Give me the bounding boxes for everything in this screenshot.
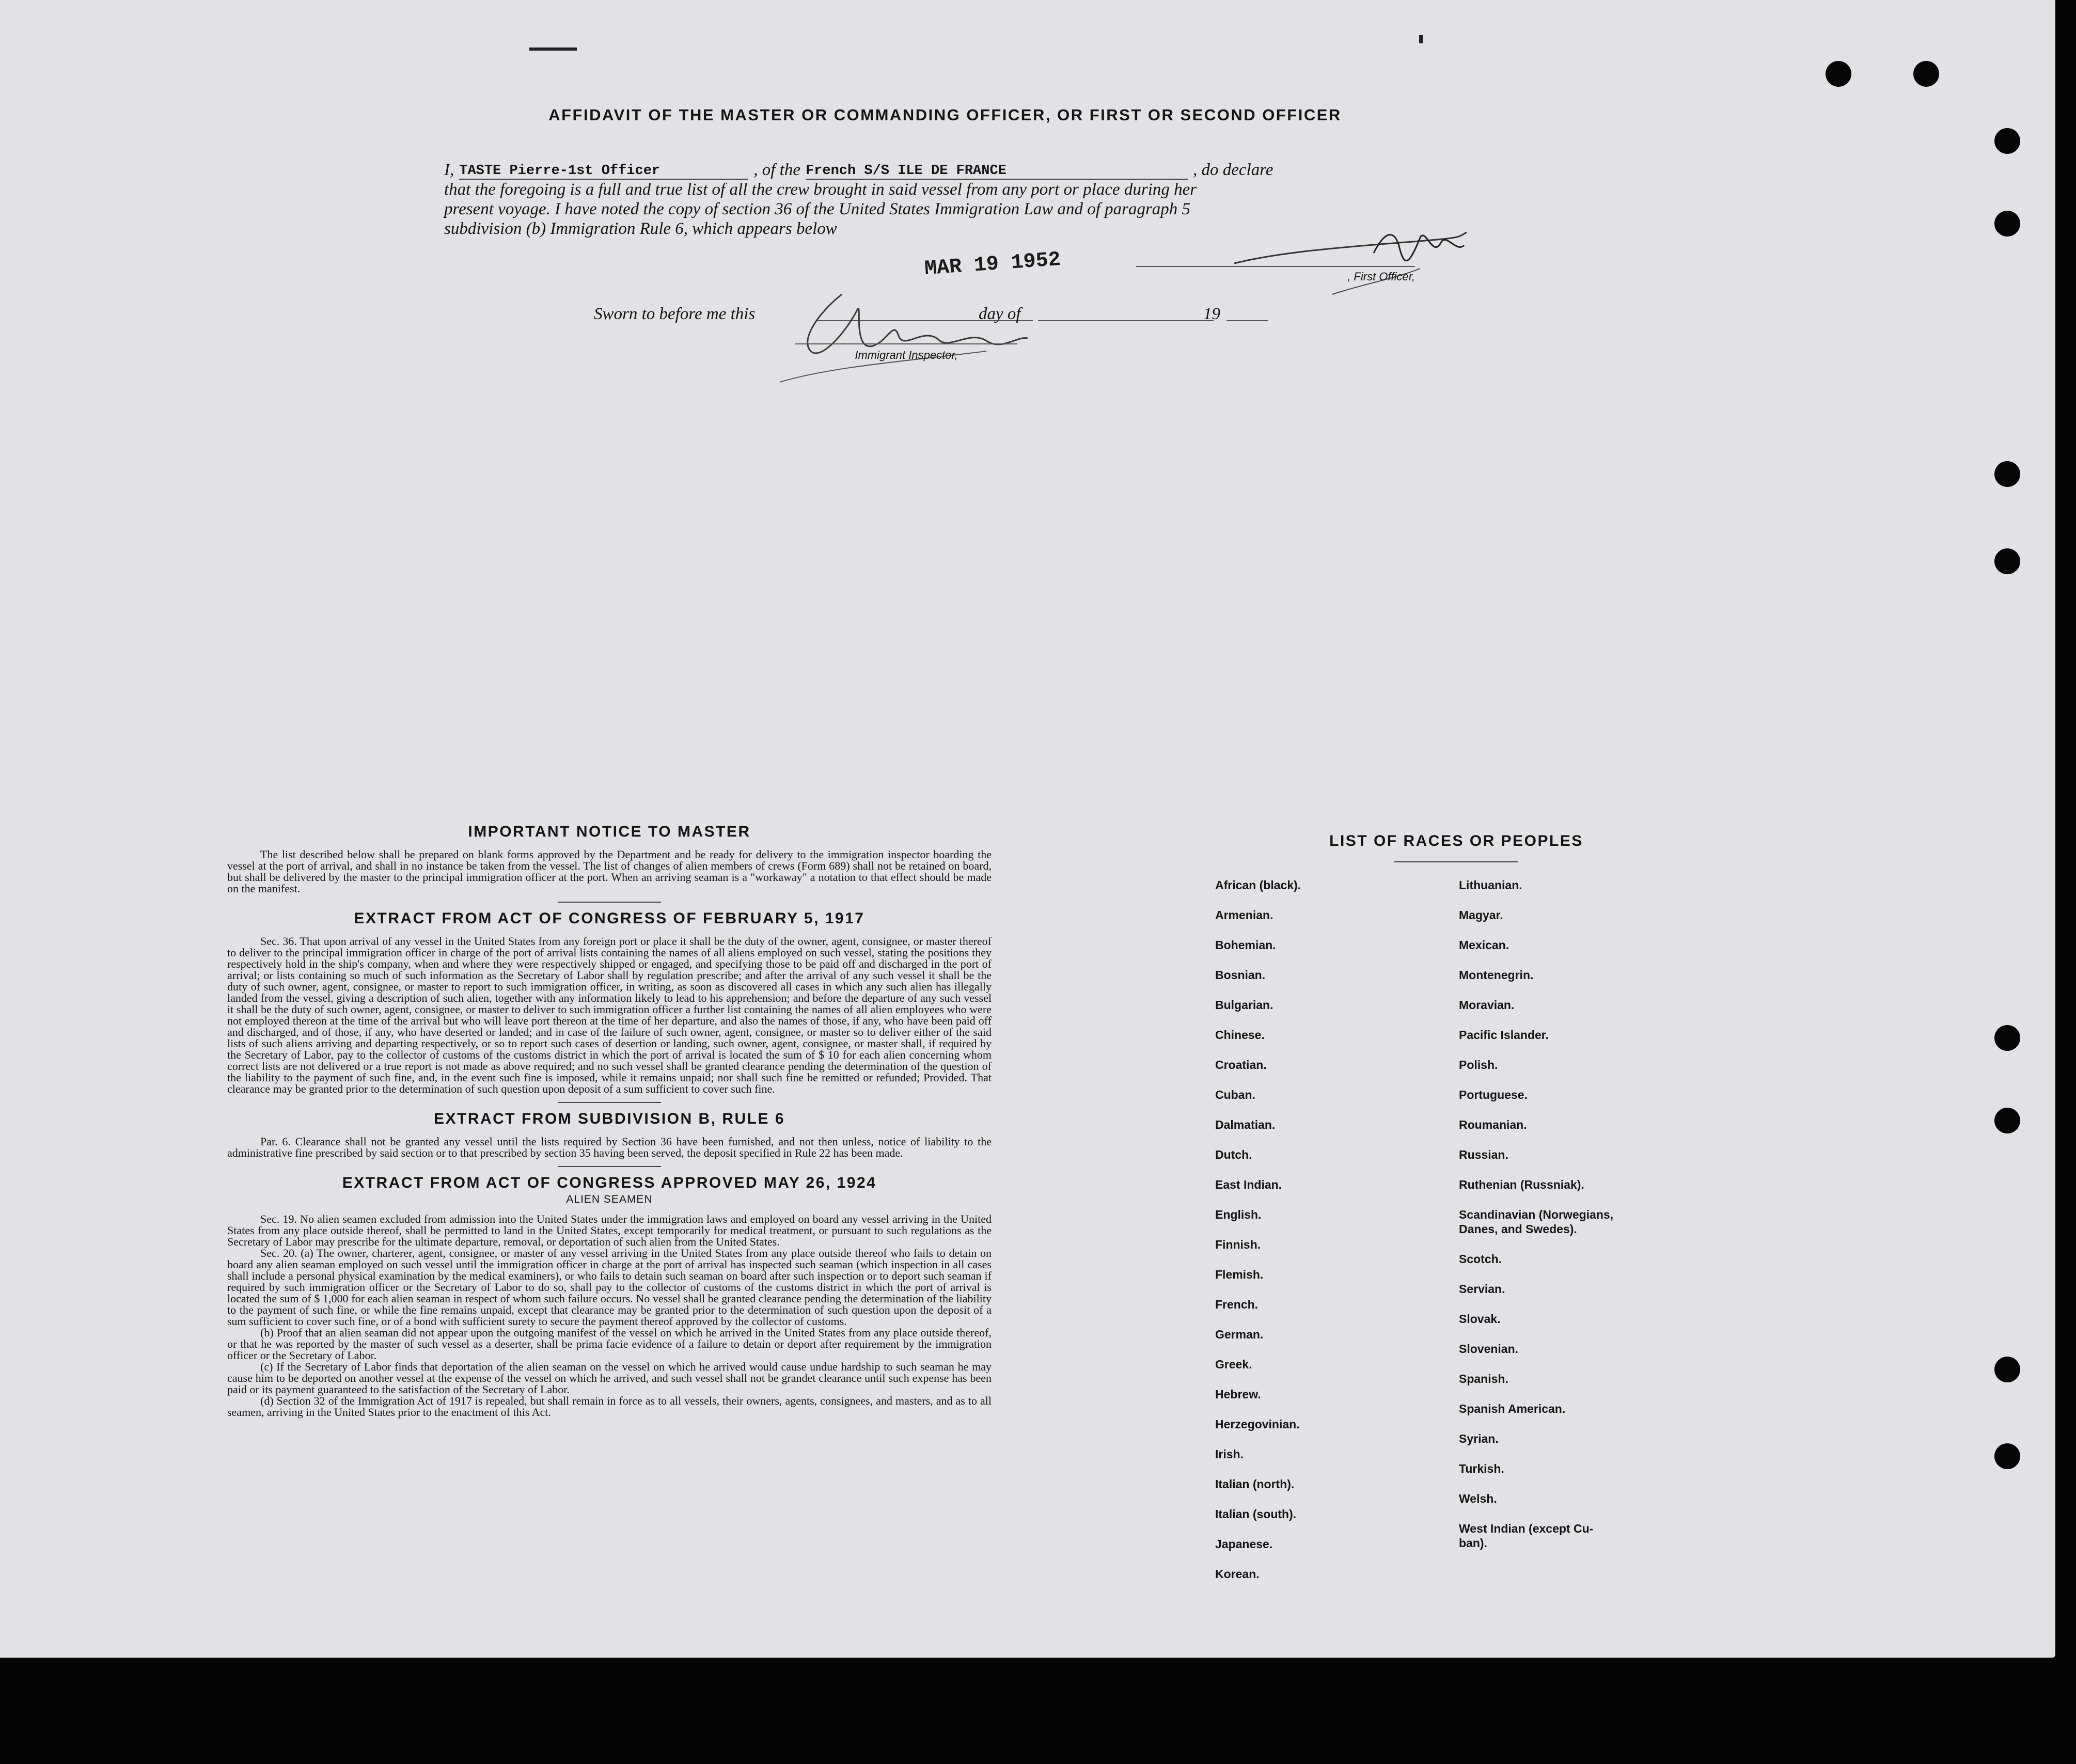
race-item: Armenian. <box>1215 908 1273 922</box>
race-item: Flemish. <box>1215 1268 1264 1281</box>
race-item: Croatian. <box>1215 1058 1267 1072</box>
races-left-column <box>1215 878 1301 1597</box>
affidavit-title: AFFIDAVIT OF THE MASTER OR COMMANDING OFFICER, OR FIRST OR SECOND OFFICER <box>548 106 1342 124</box>
race-item: Montenegrin. <box>1459 968 1534 982</box>
extract2-body: Par. 6. Clearance shall not be granted any vessel until the lists required by Section 36 have been furnished, and not then unless, notice of liability to the administrative fine prescribed by said section or to that prescribed by section 35 having been served, the deposit specified in Rule 22 has been made. <box>227 1135 992 1159</box>
divider <box>1394 861 1518 862</box>
race-item: Cuban. <box>1215 1088 1255 1101</box>
race-item: Korean. <box>1215 1567 1260 1581</box>
race-item: Ruthenian (Russniak). <box>1459 1178 1584 1191</box>
race-item: Pacific Islander. <box>1459 1028 1549 1042</box>
race-item: Irish. <box>1215 1447 1244 1461</box>
divider <box>558 1166 661 1167</box>
race-item: Servian. <box>1459 1282 1505 1296</box>
race-item: Spanish. <box>1459 1372 1508 1385</box>
sworn-day-of: day of <box>979 305 1021 323</box>
race-item: English. <box>1215 1208 1262 1221</box>
binder-hole <box>1826 61 1851 87</box>
extract3-sec19: Sec. 19. No alien seamen excluded from admission into the United States under the immigration laws and employed on board any vessel arriving in the United States from any place outside thereof, shall be permitted to land in the United States, except temporarily for medical treatment, or pursuant to such regulations as the Secretary of Labor may prescribe for the ultimate departure, removal, or deportation of such alien from the United States. <box>227 1212 992 1248</box>
race-item: Slovenian. <box>1459 1342 1519 1356</box>
extract3-sec20b: (b) Proof that an alien seaman did not appear upon the outgoing manifest of the vessel on which he arrived in the United States from any place outside thereof, or that he was reported by the master of such vessel as a deserter, shall be prima facie evidence of a failure to detain or deport after requirement by the immigration officer or the Secretary of Labor. <box>227 1326 992 1362</box>
race-item: Magyar. <box>1459 908 1503 922</box>
races-title: LIST OF RACES OR PEOPLES <box>1329 832 1583 849</box>
race-item: German. <box>1215 1328 1264 1341</box>
extract3-sec20d: (d) Section 32 of the Immigration Act of 1917 is repealed, but shall remain in force as to all vessels, their owners, agents, consignees, and masters, and as to all seamen, arriving in the United States prior to the enactment of this Act. <box>227 1394 992 1419</box>
race-item: Dutch. <box>1215 1148 1252 1161</box>
ink-speck <box>1419 35 1423 43</box>
race-item: Scotch. <box>1459 1252 1502 1266</box>
sworn-year-blank <box>1226 320 1268 321</box>
race-item: Herzegovinian. <box>1215 1418 1300 1431</box>
race-item: Greek. <box>1215 1358 1252 1371</box>
binder-hole <box>1994 461 2020 487</box>
binder-hole <box>1994 1357 2020 1382</box>
race-item: East Indian. <box>1215 1178 1282 1191</box>
binder-hole <box>1994 1443 2020 1469</box>
race-item: Bulgarian. <box>1215 998 1273 1012</box>
binder-hole <box>1994 211 2020 237</box>
race-item: Roumanian. <box>1459 1118 1527 1131</box>
declaration-line: present voyage. I have noted the copy of section 36 of the United States Immigration Law and of paragraph 5 <box>444 200 1191 218</box>
race-item: Portuguese. <box>1459 1088 1528 1101</box>
officer-title-caption: , First Officer, <box>1136 266 1415 284</box>
race-item: Polish. <box>1459 1058 1498 1072</box>
declaration-of-the: , of the <box>753 161 800 179</box>
race-item: French. <box>1215 1298 1259 1311</box>
extract3-sec20a: Sec. 20. (a) The owner, charterer, agent, consignee, or master of any vessel arriving in the United States from any place outside thereof who fails to detain on board any alien seaman employed on such vessel until the immigration officer in charge at the port of arrival has inspected such seaman (which inspection in all cases shall include a personal physical examination by the medical examiners), or who fails to detain such seaman on board after such inspection or to deport such seaman if required by such immigration officer or the Secretary of Labor to do so, shall pay to the collector of customs of the customs district in which the port of arrival is located the sum of $ 1,000 for each alien seaman in respect of whom such failure occurs. No vessel shall be granted clearance pending the determination of the liability to the payment of such fine, or while the fine remains unpaid, except that clearance may be granted prior to the determination of such question upon the deposit of a sum sufficient to cover such fine, or of a bond with sufficient surety to secure the payment thereof approved by the collector of customs. <box>227 1247 992 1328</box>
binder-hole <box>1994 548 2020 574</box>
race-item: Slovak. <box>1459 1312 1501 1326</box>
race-item: Chinese. <box>1215 1028 1265 1042</box>
race-item: Japanese. <box>1215 1537 1273 1551</box>
race-item: Dalmatian. <box>1215 1118 1276 1131</box>
race-item: Finnish. <box>1215 1238 1261 1251</box>
officer-signature <box>1229 222 1472 300</box>
race-item: Welsh. <box>1459 1492 1497 1505</box>
race-item: Spanish American. <box>1459 1402 1566 1415</box>
declaration-do-declare: , do declare <box>1192 161 1273 179</box>
race-item: Mexican. <box>1459 938 1509 952</box>
races-right-column <box>1459 878 1613 1566</box>
extract3-title: EXTRACT FROM ACT OF CONGRESS APPROVED MAY 26, 1924 <box>342 1174 877 1191</box>
declaration-prefix: I, <box>444 161 454 179</box>
date-stamp: MAR 19 1952 <box>923 248 1062 281</box>
race-item: Bosnian. <box>1215 968 1266 982</box>
race-item: Syrian. <box>1459 1432 1499 1445</box>
binder-hole <box>1913 61 1939 87</box>
extract1-body: Sec. 36. That upon arrival of any vessel in the United States from any foreign port or place it shall be the duty of the owner, agent, consignee, or master thereof to deliver to the principal immigration officer in charge of the port of arrival lists containing the names of all aliens employed on such vessel, stating the positions they respectively hold in the ship's company, when and where they were respectively shipped or engaged, and specifying those to be paid off and discharged in the port of arrival; or lists containing so much of such information as the Secretary of Labor shall by regulation prescribe; and after the arrival of any such vessel it shall be the duty of such owner, agent, consignee, or master to report to such immigration officer, in writing, as soon as discovered all cases in which any such alien has illegally landed from the vessel, giving a description of such alien, together with any information likely to lead to his apprehension; and before the departure of any such vessel it shall be the duty of such owner, agent, consignee, or master to deliver to such immigration officer a further list containing the names of all alien employees who were not employed thereon at the time of the arrival but who will leave port thereon at the time of her departure, and also the names of those, if any, who have been paid off and discharged, and of those, if any, who have deserted or landed; and in case of the failure of such owner, agent, consignee, or master so to deliver either of the said lists of such aliens arriving and departing respectively, or so to report such cases of desertion or landing, such owner, agent, consignee, or master shall, if required by the Secretary of Labor, pay to the collector of customs of the customs district in which the port of arrival is located the sum of $ 10 for each alien concerning whom correct lists are not delivered or a true report is not made as above required; and no such vessel shall be granted clearance pending the determination of the question of the liability to the payment of such fine, and, in the event such fine is imposed, while it remains unpaid; nor shall such fine be remitted or refunded; Provided. That clearance may be granted prior to the determination of such question upon deposit of a sum sufficient to cover such fine. <box>227 935 992 1095</box>
notice-section <box>227 823 992 1419</box>
extract3-subtitle: ALIEN SEAMEN <box>566 1193 653 1205</box>
race-item: African (black). <box>1215 878 1301 892</box>
inspector-signature <box>769 274 1079 387</box>
race-item: Scandinavian (Norwegians, Danes, and Swedes). <box>1459 1208 1614 1236</box>
divider <box>558 902 661 903</box>
officer-name-field: TASTE Pierre-1st Officer <box>459 163 748 180</box>
inspector-caption: Immigrant Inspector, <box>795 343 1017 362</box>
race-item: Italian (north). <box>1215 1477 1295 1491</box>
vessel-name-field: French S/S ILE DE FRANCE <box>806 163 1188 180</box>
sworn-prefix: Sworn to before me this <box>594 305 756 323</box>
race-item: Hebrew. <box>1215 1388 1261 1401</box>
notice-title: IMPORTANT NOTICE TO MASTER <box>468 823 751 840</box>
divider <box>558 1102 661 1103</box>
race-item: Italian (south). <box>1215 1507 1297 1521</box>
race-item: West Indian (except Cu- ban). <box>1459 1522 1594 1550</box>
extract1-title: EXTRACT FROM ACT OF CONGRESS OF FEBRUARY 5, 1917 <box>354 910 865 927</box>
binder-hole <box>1994 1025 2020 1051</box>
binder-hole <box>1994 1108 2020 1133</box>
declaration-line: that the foregoing is a full and true list of all the crew brought in said vessel from any port or place during her <box>444 180 1197 199</box>
binder-hole <box>1994 128 2020 154</box>
declaration-line: subdivision (b) Immigration Rule 6, which appears below <box>444 219 837 238</box>
extract2-title: EXTRACT FROM SUBDIVISION B, RULE 6 <box>433 1110 785 1127</box>
race-item: Moravian. <box>1459 998 1515 1012</box>
race-item: Russian. <box>1459 1148 1508 1161</box>
race-item: Lithuanian. <box>1459 878 1522 892</box>
notice-body: The list described below shall be prepared on blank forms approved by the Department and be ready for delivery to the immigration inspector boarding the vessel at the port of arrival, and shall in no instance be taken from the vessel. The list of changes of alien members of crews (Form 689) shall not be retained on board, but shall be delivered by the master to the principal immigration officer at the port. When an arriving seaman is a "workaway" a notation to that effect should be made on the manifest. <box>227 848 992 895</box>
race-item: Bohemian. <box>1215 938 1276 952</box>
race-item: Turkish. <box>1459 1462 1504 1475</box>
sworn-year: 19 <box>1203 305 1220 323</box>
extract3-sec20c: (c) If the Secretary of Labor finds that deportation of the alien seaman on the vessel on which he arrived would cause undue hardship to such seaman he may cause him to be deported on another vessel at the expense of the vessel on which he arrived, and such vessel shall not be grandet clearance until such expense has been paid or its payment guaranteed to the satisfaction of the Secretary of Labor. <box>227 1360 992 1396</box>
ink-speck <box>529 48 577 51</box>
